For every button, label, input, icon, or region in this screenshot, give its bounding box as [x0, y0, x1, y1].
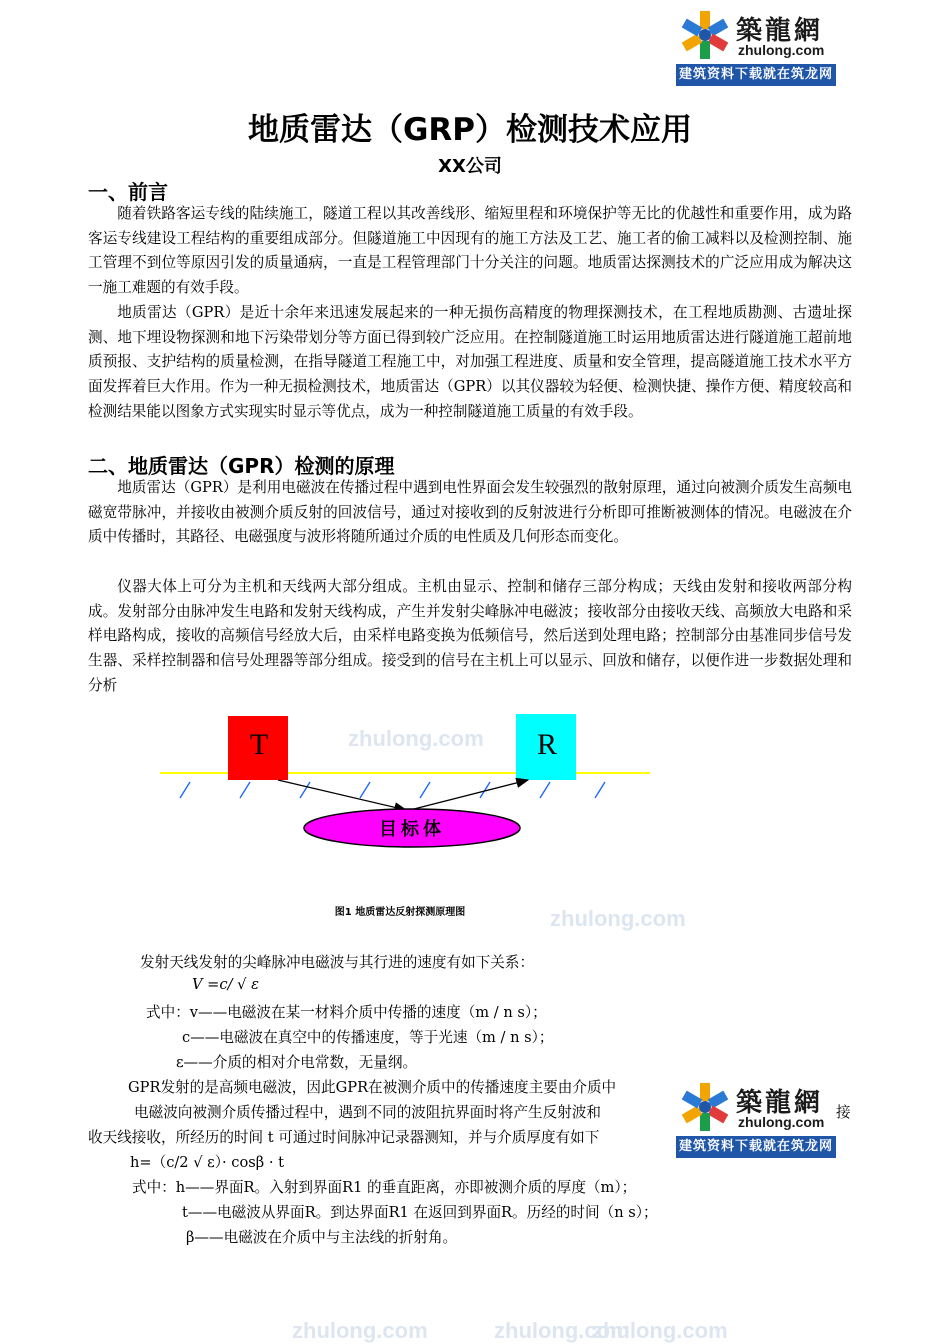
watermark-text: zhulong.com: [550, 906, 686, 931]
logo-name: 築龍網: [736, 1088, 824, 1118]
text-line: 电磁波向被测介质传播过程中，遇到不同的波阻抗界面时将产生反射波和: [134, 1104, 602, 1121]
zhulong-snowflake-icon: [678, 8, 732, 62]
zhulong-logo: [676, 6, 836, 86]
incident-ray: [278, 780, 406, 810]
target-label: 目标体: [379, 819, 445, 840]
receiver-label: R: [536, 728, 558, 761]
section-heading: 二、地质雷达（GPR）检测的原理: [88, 454, 395, 478]
watermark-text: zhulong.com: [592, 1318, 728, 1343]
transmitter-label: T: [249, 728, 269, 761]
text-line: GPR发射的是高频电磁波，因此GPR在被测介质中的传播速度主要由介质中: [128, 1079, 617, 1096]
formula-thickness: h=（c/2 √ ε）· cosβ · t: [130, 1154, 284, 1171]
watermark-text: zhulong.com: [292, 1318, 428, 1343]
figure-caption: 图1 地质雷达反射探测原理图: [334, 907, 466, 918]
document-title: 地质雷达（GRP）检测技术应用: [247, 112, 693, 148]
watermark-text: zhulong.com: [348, 726, 484, 751]
text-line: 式中：v——电磁波在某一材料介质中传播的速度（m / n s）；: [146, 1004, 547, 1021]
watermark-text: zhulong.com: [494, 1318, 630, 1343]
text-line: 式中：h——界面R。入射到界面R1 的垂直距离，亦即被测介质的厚度（m）；: [132, 1179, 637, 1196]
ground-hatching: [180, 782, 605, 798]
logo-slogan: 建筑资料下载就在筑龙网: [676, 64, 836, 86]
text-line: β——电磁波在介质中与主法线的折射角。: [186, 1229, 458, 1246]
text-line: ε——介质的相对介电常数，无量纲。: [176, 1054, 418, 1071]
text-line: c——电磁波在真空中的传播速度，等于光速（m / n s）；: [182, 1029, 554, 1046]
formula-velocity: V =c/ √ ε: [192, 976, 259, 993]
paragraph: 仪器大体上可分为主机和天线两大部分组成。主机由显示、控制和储存三部分构成；天线由发射和接收两部分构成。发射部分由脉冲发生电路和发射天线构成，产生并发射尖峰脉冲电磁波；接收部分由接收天线、高频放大电路和采样电路构成，接收的高频信号经放大后，由采样电路变换为低频信号，然后送到处理电路；控制部分由基准同步信号发生器、采样控制器和信号处理器等部分组成。接受到的信号在主机上可以显示、回放和储存，以便作进一步数据处理和分析: [88, 578, 852, 694]
text-line: 发射天线发射的尖峰脉冲电磁波与其行进的速度有如下关系：: [140, 954, 535, 971]
text-line: t——电磁波从界面R。到达界面R1 在返回到界面R。历经的时间（n s）；: [182, 1204, 658, 1221]
logo-domain: zhulong.com: [738, 1114, 825, 1130]
document-company: XX公司: [438, 156, 502, 177]
text-line: 接: [836, 1104, 851, 1121]
text-line: 收天线接收，所经历的时间 t 可通过时间脉冲记录器测知，并与介质厚度有如下: [88, 1129, 600, 1146]
section-heading: 一、前言: [88, 180, 168, 204]
zhulong-snowflake-icon: [678, 1080, 732, 1134]
zhulong-logo: [676, 1078, 836, 1158]
logo-name: 築龍網: [736, 16, 824, 46]
paragraph: 地质雷达（GPR）是近十余年来迅速发展起来的一种无损伤高精度的物理探测技术，在工程地质勘测、古遗址探测、地下埋设物探测和地下污染带划分等方面已得到较广泛应用。在控制隧道施工时运用地质雷达进行隧道施工超前地质预报、支护结构的质量检测，在指导隧道工程施工中，对加强工程进度、质量和安全管理，提高隧道施工技术水平方面发挥着巨大作用。作为一种无损检测技术，地质雷达（GPR）以其仪器较为轻便、检测快捷、操作方便、精度较高和检测结果能以图象方式实现实时显示等优点，成为一种控制隧道施工质量的有效手段。: [88, 304, 852, 420]
gpr-principle-diagram: [160, 712, 660, 852]
paragraph: 随着铁路客运专线的陆续施工，隧道工程以其改善线形、缩短里程和环境保护等无比的优越性和重要作用，成为路客运专线建设工程结构的重要组成部分。但隧道施工中因现有的施工方法及工艺、施工者的偷工减料以及检测控制、施工管理不到位等原因引发的质量通病，一直是工程管理部门十分关注的问题。地质雷达探测技术的广泛应用成为解决这一施工难题的有效手段。: [88, 205, 852, 297]
logo-domain: zhulong.com: [738, 42, 825, 58]
logo-slogan: 建筑资料下载就在筑龙网: [676, 1136, 836, 1158]
paragraph: 地质雷达（GPR）是利用电磁波在传播过程中遇到电性界面会发生较强烈的散射原理，通过向被测介质发生高频电磁宽带脉冲，并接收由被测介质反射的回波信号，通过对接收到的反射波进行分析即可推断被测体的情况。电磁波在介质中传播时，其路径、电磁强度与波形将随所通过介质的电性质及几何形态而变化。: [88, 479, 852, 546]
